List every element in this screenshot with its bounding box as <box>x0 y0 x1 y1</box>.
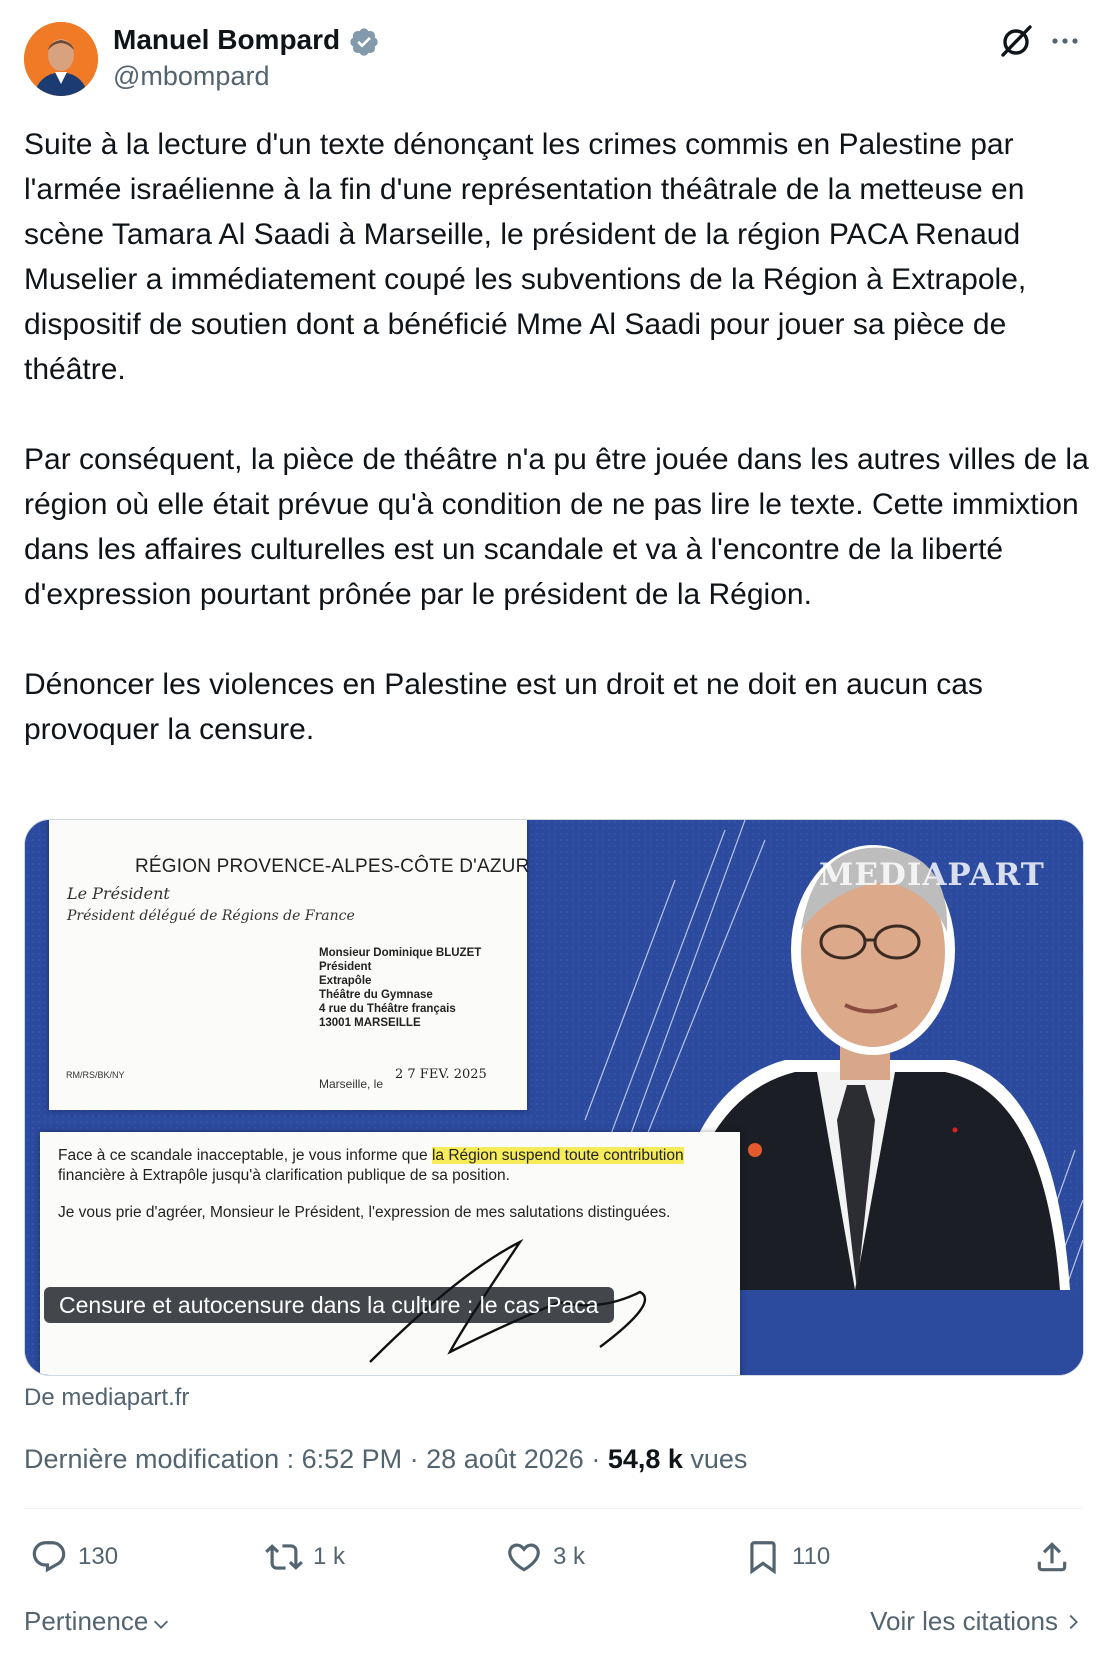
retweet-count: 1 k <box>313 1543 346 1570</box>
mediapart-logo: MEDIAPART <box>819 857 1045 893</box>
address-line: Extrapôle <box>319 975 372 987</box>
letter-reference: RM/RS/BK/NY <box>66 1070 125 1080</box>
retweet-icon <box>265 1538 303 1576</box>
address-line: Théâtre du Gymnase <box>319 989 433 1001</box>
letter-date-stamp: 2 7 FEV. 2025 <box>395 1067 487 1082</box>
address-line: Monsieur Dominique BLUZET <box>319 947 482 959</box>
views-count: 54,8 k <box>607 1444 683 1474</box>
view-quotes-link[interactable] <box>870 1606 1084 1637</box>
action-bar <box>0 1522 1108 1592</box>
bookmark-count: 110 <box>792 1543 831 1570</box>
like-icon <box>505 1538 543 1576</box>
quotes-label: Voir les citations <box>870 1606 1058 1636</box>
retweet-button[interactable] <box>265 1522 345 1592</box>
letter-heading: RÉGION PROVENCE-ALPES-CÔTE D'AZUR <box>135 856 530 877</box>
link-card[interactable] <box>24 819 1084 1376</box>
sort-label: Pertinence <box>24 1606 149 1636</box>
bookmark-icon <box>744 1538 782 1576</box>
author-handle[interactable]: @mbompard <box>113 61 270 91</box>
tweet-paragraph: Suite à la lecture d'un texte dénonçant les crimes commis en Palestine par l'armée israélienne à la fin d'une représentation théâtrale de la metteuse en scène Tamara Al Saadi à Marseille, le président de la région PACA Renaud Muselier a immédiatement coupé les subventions de la Région à Extrapole, dispositif de soutien dont a bénéficié Mme Al Saadi pour jouer sa pièce de théâtre. <box>24 128 1027 386</box>
author-name[interactable]: Manuel Bompard <box>113 24 341 55</box>
letter-top-sheet <box>49 820 530 1110</box>
reply-icon <box>30 1538 68 1576</box>
share-button[interactable] <box>1033 1522 1071 1592</box>
letter-highlight: la Région suspend toute contribution <box>431 1147 684 1164</box>
letter-body <box>58 1146 708 1223</box>
sort-dropdown[interactable] <box>24 1606 172 1637</box>
views-label: vues <box>682 1444 748 1474</box>
bookmark-button[interactable] <box>744 1522 830 1592</box>
address-line: Président <box>319 961 372 973</box>
like-count: 3 k <box>553 1543 586 1570</box>
card-source-link[interactable]: De mediapart.fr <box>24 1384 190 1411</box>
reply-button[interactable] <box>30 1522 118 1592</box>
letter-text: Face à ce scandale inacceptable, je vous informe que <box>58 1147 432 1164</box>
letter-script-line: Président délégué de Régions de France <box>67 908 355 924</box>
tweet-paragraph: Par conséquent, la pièce de théâtre n'a pu être jouée dans les autres villes de la région où elle était prévue qu'à condition de ne pas lire le texte. Cette immixtion dans les affaires culturelles est un scandale et va à l'encontre de la liberté d'expression pourtant prônée par le président de la Région. <box>24 443 1089 611</box>
grok-icon[interactable] <box>997 22 1035 60</box>
chevron-down-icon <box>150 1613 172 1635</box>
address-line: 4 rue du Théâtre français <box>319 1003 456 1015</box>
letter-closing: Je vous prie d'agréer, Monsieur le Président, l'expression de mes salutations distinguées. <box>58 1204 671 1221</box>
timestamp[interactable]: Dernière modification : 6:52 PM · 28 août 2026 · <box>24 1444 608 1474</box>
chevron-right-icon <box>1062 1611 1084 1633</box>
letter-body-line-2: financière à Extrapôle jusqu'à clarification publique de sa position. <box>58 1167 510 1184</box>
tweet-paragraph: Dénoncer les violences en Palestine est un droit et ne doit en aucun cas provoquer la censure. <box>24 668 983 746</box>
address-line: 13001 MARSEILLE <box>319 1017 421 1029</box>
letter-script-line: Le Président <box>67 884 170 903</box>
reply-count: 130 <box>78 1543 119 1570</box>
share-icon <box>1033 1538 1071 1576</box>
tweet-text <box>24 122 1089 752</box>
letter-body-line-1 <box>58 1146 708 1166</box>
like-button[interactable] <box>505 1522 585 1592</box>
more-icon[interactable] <box>1048 24 1082 58</box>
letter-address <box>319 946 499 1030</box>
letter-place: Marseille, le <box>319 1077 384 1091</box>
divider <box>24 1508 1082 1509</box>
card-caption: Censure et autocensure dans la culture : le cas Paca <box>44 1287 614 1323</box>
tweet-meta <box>24 1444 747 1475</box>
avatar[interactable] <box>24 22 98 96</box>
verified-badge-icon <box>348 26 380 58</box>
